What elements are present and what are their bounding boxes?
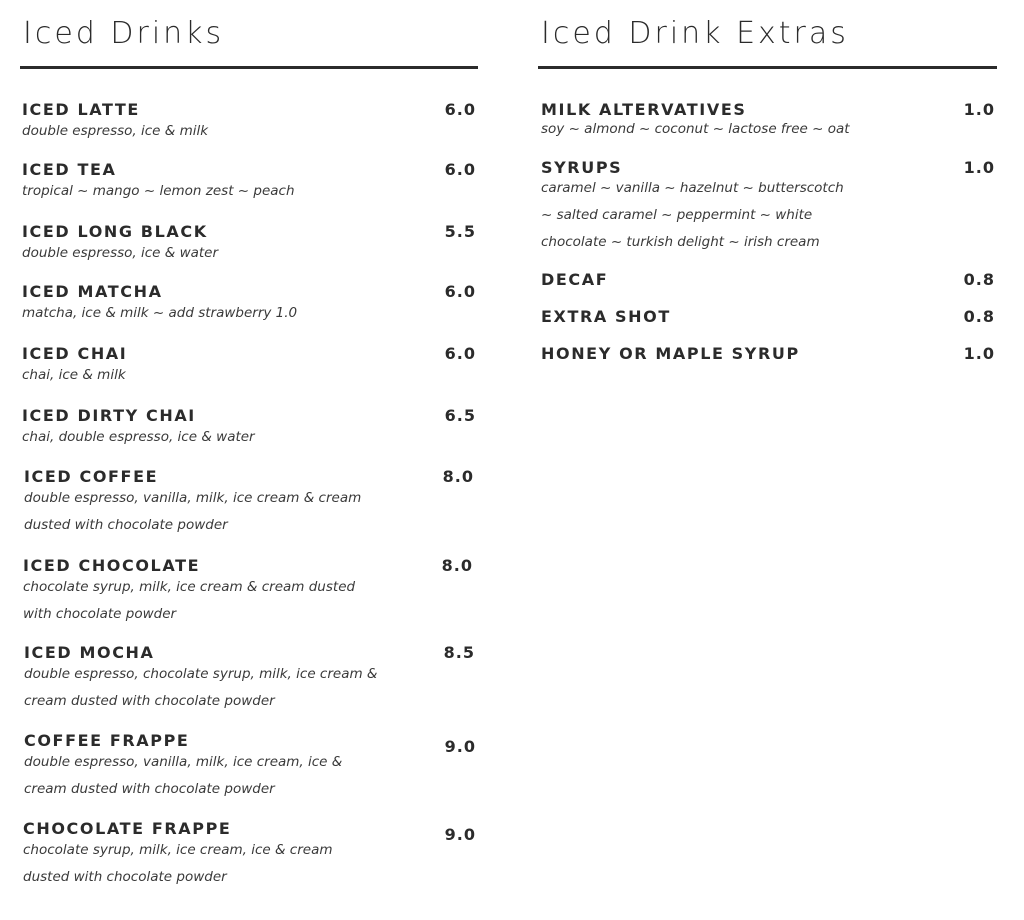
section-divider bbox=[538, 66, 997, 69]
description-line: cream dusted with chocolate powder bbox=[24, 781, 275, 797]
description-line: cream dusted with chocolate powder bbox=[24, 693, 275, 709]
item-price: 6.0 bbox=[444, 100, 476, 119]
item-price: 8.5 bbox=[443, 643, 475, 662]
item-price: 5.5 bbox=[444, 222, 476, 241]
item-price: 0.8 bbox=[963, 307, 995, 326]
description-line: ~ salted caramel ~ peppermint ~ white bbox=[541, 207, 813, 223]
item-name: ICED CHAI bbox=[22, 344, 128, 363]
section-title: Iced Drinks bbox=[23, 16, 225, 51]
item-name: COFFEE FRAPPE bbox=[24, 731, 190, 750]
section-divider bbox=[20, 66, 478, 69]
item-name: MILK ALTERVATIVES bbox=[541, 100, 747, 119]
item-description: chai, double espresso, ice & water bbox=[22, 429, 255, 445]
description-line: double espresso, vanilla, milk, ice cream, ice & bbox=[24, 754, 343, 770]
item-price: 9.0 bbox=[444, 825, 476, 844]
item-name: ICED MOCHA bbox=[24, 643, 155, 662]
description-line: double espresso, vanilla, milk, ice cream & cream bbox=[24, 490, 362, 506]
item-name: ICED LATTE bbox=[22, 100, 140, 119]
item-price: 0.8 bbox=[963, 270, 995, 289]
item-price: 6.0 bbox=[444, 160, 476, 179]
item-description: soy ~ almond ~ coconut ~ lactose free ~ oat bbox=[541, 121, 850, 137]
item-description: tropical ~ mango ~ lemon zest ~ peach bbox=[22, 183, 295, 199]
item-description: double espresso, ice & water bbox=[22, 245, 219, 261]
item-name: ICED MATCHA bbox=[22, 282, 163, 301]
item-description bbox=[23, 574, 355, 628]
description-line: dusted with chocolate powder bbox=[24, 517, 228, 533]
item-name: SYRUPS bbox=[541, 158, 623, 177]
item-price: 6.0 bbox=[444, 282, 476, 301]
item-description bbox=[23, 837, 333, 891]
item-price: 1.0 bbox=[963, 158, 995, 177]
description-line: with chocolate powder bbox=[23, 606, 177, 622]
item-name: ICED LONG BLACK bbox=[22, 222, 208, 241]
description-line: chocolate syrup, milk, ice cream, ice & cream bbox=[23, 842, 333, 858]
item-name: ICED CHOCOLATE bbox=[23, 556, 201, 575]
item-price: 6.0 bbox=[444, 344, 476, 363]
description-line: chocolate ~ turkish delight ~ irish cream bbox=[541, 234, 820, 250]
item-price: 6.5 bbox=[444, 406, 476, 425]
item-description: matcha, ice & milk ~ add strawberry 1.0 bbox=[22, 305, 298, 321]
item-description: double espresso, ice & milk bbox=[22, 123, 209, 139]
description-line: caramel ~ vanilla ~ hazelnut ~ butterscotch bbox=[541, 180, 844, 196]
section-title: Iced Drink Extras bbox=[541, 16, 849, 51]
item-price: 8.0 bbox=[441, 556, 473, 575]
item-name: CHOCOLATE FRAPPE bbox=[23, 819, 232, 838]
item-price: 1.0 bbox=[963, 344, 995, 363]
item-name: ICED DIRTY CHAI bbox=[22, 406, 196, 425]
item-name: ICED COFFEE bbox=[24, 467, 159, 486]
description-line: dusted with chocolate powder bbox=[23, 869, 227, 885]
item-name: ICED TEA bbox=[22, 160, 117, 179]
item-price: 8.0 bbox=[442, 467, 474, 486]
item-description bbox=[24, 661, 377, 715]
item-price: 9.0 bbox=[444, 737, 476, 756]
item-name: DECAF bbox=[541, 270, 609, 289]
item-name: HONEY OR MAPLE SYRUP bbox=[541, 344, 800, 363]
description-line: chocolate syrup, milk, ice cream & cream dusted bbox=[23, 579, 356, 595]
item-description: chai, ice & milk bbox=[22, 367, 126, 383]
description-line: double espresso, chocolate syrup, milk, ice cream & bbox=[24, 666, 378, 682]
item-name: EXTRA SHOT bbox=[541, 307, 671, 326]
item-description bbox=[541, 175, 844, 256]
item-price: 1.0 bbox=[963, 100, 995, 119]
item-description bbox=[24, 485, 361, 539]
item-description bbox=[24, 749, 342, 803]
